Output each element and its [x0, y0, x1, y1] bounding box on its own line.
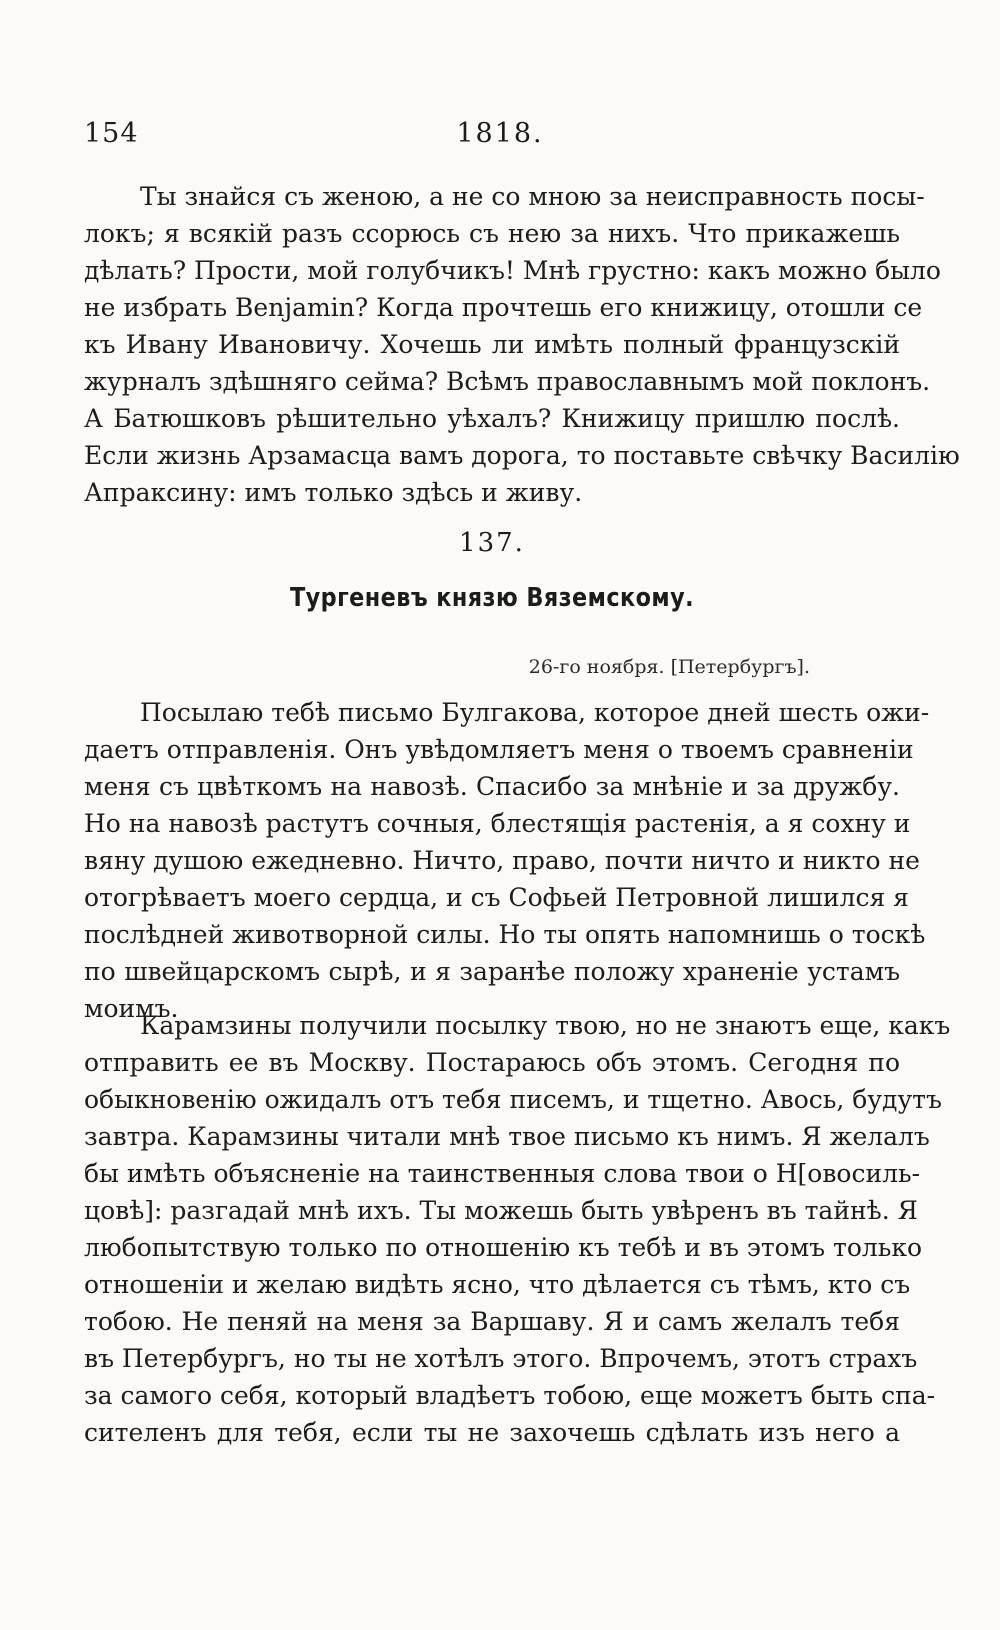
previous-letter-ending	[84, 178, 960, 511]
text-line: Если жизнь Арзамасца вамъ дорога, то поставьте свѣчку Василію	[84, 441, 960, 470]
text-line: Карамзины получили посылку твою, но не знаютъ еще, какъ	[140, 1011, 951, 1040]
text-line: вяну душою ежедневно. Ничто, право, почти ничто и никто не	[84, 846, 920, 875]
text-line: сителенъ для тебя, если ты не захочешь сдѣлать изъ него а	[84, 1418, 900, 1447]
text-line: въ Петербургъ, но ты не хотѣлъ этого. Впрочемъ, этотъ страхъ	[84, 1344, 918, 1373]
text-line: Ты знайся съ женою, а не со мною за неисправность посы-	[140, 182, 925, 211]
text-line: любопытствую только по отношенію къ тебѣ и въ этомъ только	[84, 1233, 923, 1262]
letter-number: 137.	[459, 528, 525, 558]
text-line: даетъ отправленія. Онъ увѣдомляетъ меня о твоемъ сравненіи	[84, 735, 914, 764]
text-line: не избрать Benjamin? Когда прочтешь его книжицу, отошли се	[84, 293, 923, 322]
text-line: бы имѣть объясненіе на таинственныя слова твои о Н[овосиль-	[84, 1159, 921, 1188]
text-line: завтра. Карамзины читали мнѣ твое письмо къ нимъ. Я желалъ	[84, 1122, 930, 1151]
letter-paragraph-2	[84, 1007, 951, 1451]
text-line: тобою. Не пеняй на меня за Варшаву. Я и самъ желалъ тебя	[84, 1307, 900, 1336]
text-line: цовѣ]: разгадай мнѣ ихъ. Ты можешь быть увѣренъ въ тайнѣ. Я	[84, 1196, 918, 1225]
text-line: дѣлать? Прости, мой голубчикъ! Мнѣ грустно: какъ можно было	[84, 256, 941, 285]
text-line: послѣдней животворной силы. Но ты опять напомнишь о тоскѣ	[84, 920, 926, 949]
letter-title: Тургеневъ князю Вяземскому.	[289, 583, 695, 613]
text-line: по швейцарскомъ сырѣ, и я заранѣе положу храненіе устамъ	[84, 957, 900, 986]
text-line: къ Ивану Ивановичу. Хочешь ли имѣть полный французскій	[84, 330, 900, 359]
text-line: журналъ здѣшняго сейма? Всѣмъ православнымъ мой поклонъ.	[84, 367, 931, 396]
text-line: Но на навозѣ растутъ сочныя, блестящія растенія, а я сохну и	[84, 809, 911, 838]
text-line: меня съ цвѣткомъ на навозѣ. Спасибо за мнѣніе и за дружбу.	[84, 772, 900, 801]
text-line: Апраксину: имъ только здѣсь и живу.	[84, 478, 583, 507]
text-line: Посылаю тебѣ письмо Булгакова, которое дней шесть ожи-	[140, 698, 930, 727]
text-line: отношеніи и желаю видѣть ясно, что дѣлается съ тѣмъ, кто съ	[84, 1270, 911, 1299]
text-line: отправить ее въ Москву. Постараюсь объ этомъ. Сегодня по	[84, 1048, 900, 1077]
text-line: за самого себя, который владѣетъ тобою, еще можетъ быть спа-	[84, 1381, 936, 1410]
text-line: локъ; я всякій разъ ссорюсь съ нею за нихъ. Что прикажешь	[84, 219, 900, 248]
running-head-year: 1818.	[456, 118, 544, 149]
text-line: моимъ.	[84, 994, 179, 1023]
letter-date: 26-го ноября. [Петербургъ].	[528, 656, 810, 678]
text-line: обыкновенію ожидалъ отъ тебя писемъ, и тщетно. Авось, будутъ	[84, 1085, 942, 1114]
letter-paragraph-1	[84, 694, 930, 1027]
page-number: 154	[84, 118, 139, 149]
page-header	[84, 118, 916, 158]
text-line: отогрѣваетъ моего сердца, и съ Софьей Петровной лишился я	[84, 883, 909, 912]
text-line: А Батюшковъ рѣшительно уѣхалъ? Книжицу пришлю послѣ.	[84, 404, 900, 433]
